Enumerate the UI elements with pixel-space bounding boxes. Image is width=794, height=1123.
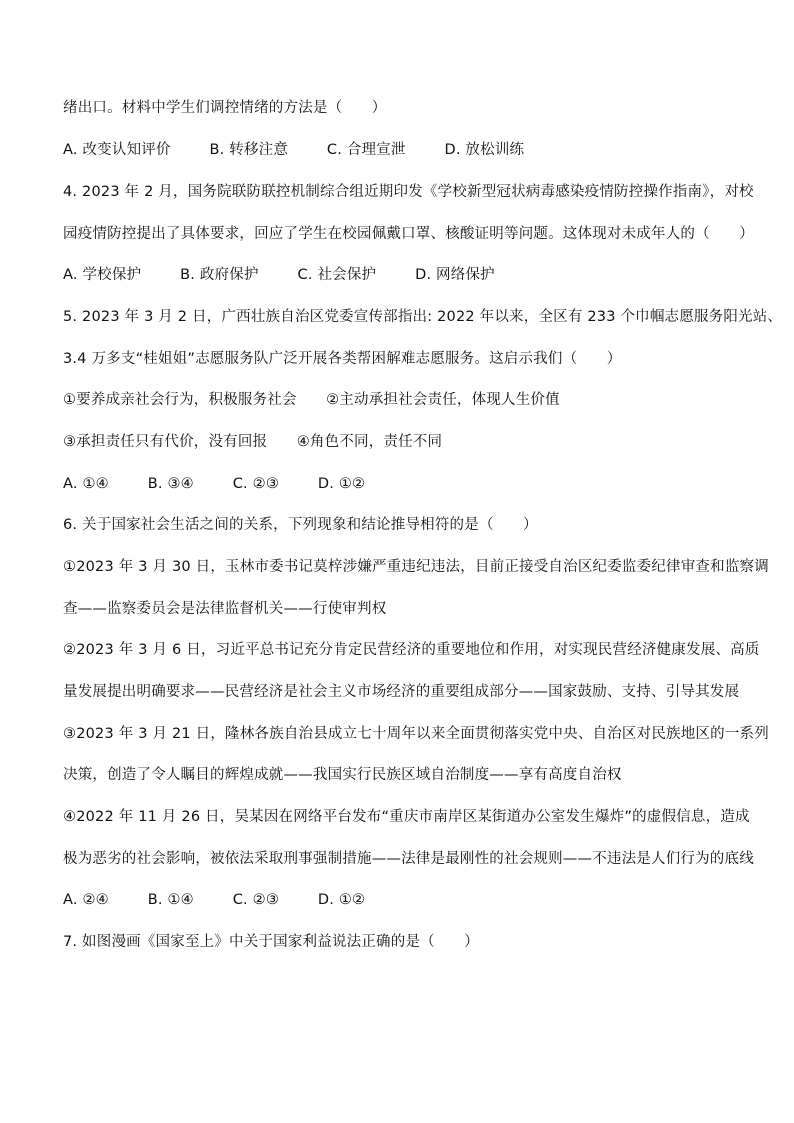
question-5-items-1: ①要养成亲社会行为，积极服务社会 ②主动承担社会责任，体现人生价值 <box>63 392 560 408</box>
option-b: B. ③④ <box>147 476 194 492</box>
question-3-options <box>63 140 743 160</box>
option-a: A. 学校保护 <box>63 267 142 283</box>
question-6-item-1-line-1: ①2023 年 3 月 30 日，玉林市委书记莫梓涉嫌严重违纪违法，目前正接受自治区纪委监委纪律审查和监察调 <box>63 559 769 575</box>
question-6-item-2-line-2: 量发展提出明确要求——民营经济是社会主义市场经济的重要组成部分——国家鼓励、支持、引导其发展 <box>63 684 740 700</box>
question-6-item-4-line-2: 极为恶劣的社会影响，被依法采取刑事强制措施——法律是最刚性的社会规则——不违法是人们行为的底线 <box>63 851 754 867</box>
question-5-items-2: ③承担责任只有代价，没有回报 ④角色不同，责任不同 <box>63 434 443 450</box>
question-6-item-1-line-2: 查——监察委员会是法律监督机关——行使审判权 <box>63 601 387 617</box>
option-b: B. ①④ <box>147 892 194 908</box>
option-a: A. ①④ <box>63 476 109 492</box>
option-d: D. 放松训练 <box>444 142 525 158</box>
question-7-stem: 7. 如图漫画《国家至上》中关于国家利益说法正确的是（ ） <box>63 934 479 950</box>
option-c: C. 合理宣泄 <box>326 142 406 158</box>
question-5-options <box>63 474 743 494</box>
question-6-item-3-line-1: ③2023 年 3 月 21 日，隆林各族自治县成立七十周年以来全面贯彻落实党中央、自治区对民族地区的一系列 <box>63 726 769 742</box>
question-5-line-1: 5. 2023 年 3 月 2 日，广西壮族自治区党委宣传部指出: 2022 年以来，全区有 233 个巾帼志愿服务阳光站、 <box>63 309 783 325</box>
option-b: B. 转移注意 <box>209 142 289 158</box>
question-6-item-3-line-2: 决策，创造了令人瞩目的辉煌成就——我国实行民族区域自治制度——享有高度自治权 <box>63 767 622 783</box>
option-c: C. 社会保护 <box>297 267 377 283</box>
question-6-options <box>63 890 743 910</box>
option-d: D. ①② <box>317 476 366 492</box>
option-d: D. 网络保护 <box>415 267 495 283</box>
question-3-stem-end: 绪出口。材料中学生们调控情绪的方法是（ ） <box>63 100 387 116</box>
option-d: D. ①② <box>317 892 366 908</box>
option-c: C. ②③ <box>232 476 280 492</box>
option-b: B. 政府保护 <box>180 267 259 283</box>
option-a: A. ②④ <box>63 892 109 908</box>
question-4-line-2: 园疫情防控提出了具体要求，回应了学生在校园佩戴口罩、核酸证明等问题。这体现对未成年人的（ ） <box>63 226 754 242</box>
question-4-options <box>63 265 743 285</box>
option-a: A. 改变认知评价 <box>63 142 171 158</box>
question-6-stem: 6. 关于国家社会生活之间的关系，下列现象和结论推导相符的是（ ） <box>63 517 538 533</box>
question-6-item-2-line-1: ②2023 年 3 月 6 日，习近平总书记充分肯定民营经济的重要地位和作用，对实现民营经济健康发展、高质 <box>63 642 760 658</box>
question-5-line-2: 3.4 万多支“桂姐姐”志愿服务队广泛开展各类帮困解难志愿服务。这启示我们（ ） <box>63 351 622 367</box>
question-6-item-4-line-1: ④2022 年 11 月 26 日，吴某因在网络平台发布“重庆市南岸区某街道办公室发生爆炸”的虚假信息，造成 <box>63 809 750 825</box>
option-c: C. ②③ <box>232 892 280 908</box>
question-4-line-1: 4. 2023 年 2 月，国务院联防联控机制综合组近期印发《学校新型冠状病毒感染疫情防控操作指南》，对校 <box>63 184 754 200</box>
